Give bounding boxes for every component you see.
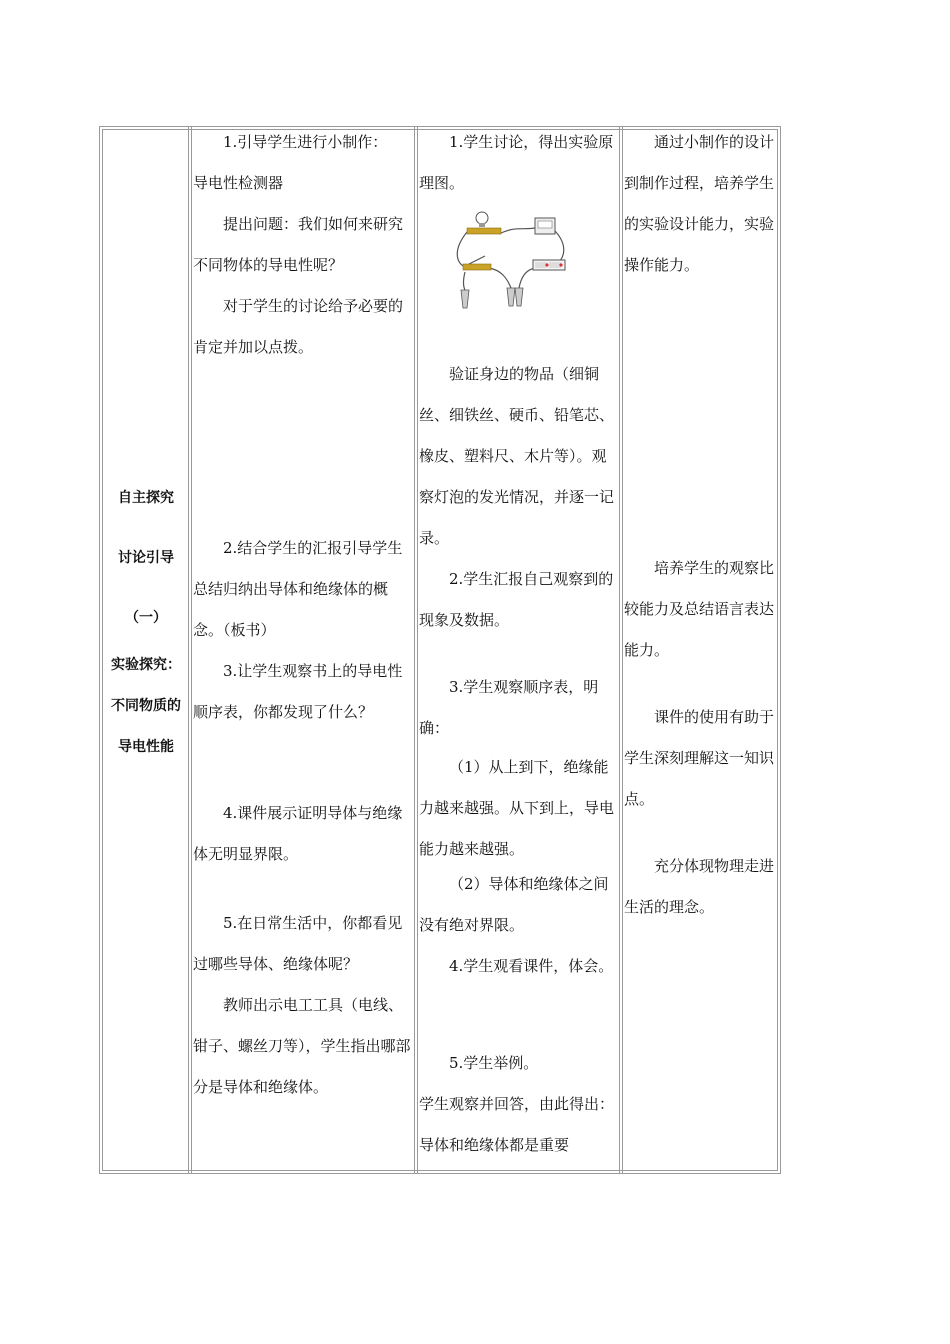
student-text: 学生观察并回答，由此得出：导体和绝缘体都是重要 xyxy=(419,1095,615,1154)
intent-text: 充分体现物理走进生活的理念。 xyxy=(624,857,775,916)
intent-text: 通过小制作的设计到制作过程，培养学生的实验设计能力，实验操作能力。 xyxy=(624,133,775,274)
column-divider xyxy=(622,126,623,1174)
teacher-text: 提出问题：我们如何来研究不同物体的导电性呢？ xyxy=(193,215,404,274)
column-divider xyxy=(191,126,192,1174)
stage-line: 自主探究 xyxy=(118,490,174,506)
teacher-text: 导电性检测器 xyxy=(193,174,284,192)
stage-line: 讨论引导 xyxy=(118,550,174,566)
teacher-column xyxy=(193,122,413,1108)
stage-line: （一） xyxy=(125,610,167,626)
intent-text: 培养学生的观察比较能力及总结语言表达能力。 xyxy=(624,559,775,659)
teacher-text: 4.课件展示证明导体与绝缘体无明显界限。 xyxy=(193,804,403,863)
teacher-text: 5.在日常生活中，你都看见过哪些导体、绝缘体呢？ xyxy=(193,914,403,973)
teacher-text: 2.结合学生的汇报引导学生总结归纳出导体和绝缘体的概念。（板书） xyxy=(193,539,403,639)
intent-column xyxy=(624,122,778,928)
column-divider xyxy=(188,126,189,1174)
stage-line: 导电性能 xyxy=(118,739,174,755)
column-divider xyxy=(414,126,415,1174)
student-text: （1）从上到下，绝缘能力越来越强。从下到上，导电能力越来越强。 xyxy=(419,758,615,858)
column-divider xyxy=(417,126,418,1174)
teacher-text: 教师出示电工工具（电线、钳子、螺丝刀等），学生指出哪部分是导体和绝缘体。 xyxy=(193,996,411,1096)
student-text: 4.学生观看课件，体会。 xyxy=(449,957,614,975)
circuit-diagram-image xyxy=(449,208,569,313)
stage-line: 实验探究： xyxy=(111,657,181,673)
student-text: 验证身边的物品（细铜丝、细铁丝、硬币、铅笔芯、橡皮、塑料尺、木片等）。观察灯泡的发光情况，并逐一记录。 xyxy=(419,365,615,547)
student-text: 1.学生讨论，得出实验原理图。 xyxy=(419,133,614,192)
teacher-text: 对于学生的讨论给予必要的肯定并加以点拨。 xyxy=(193,297,404,356)
intent-text: 课件的使用有助于学生深刻理解这一知识点。 xyxy=(624,708,775,808)
teacher-text: 3.让学生观察书上的导电性顺序表，你都发现了什么？ xyxy=(193,662,403,721)
stage-line: 不同物质的 xyxy=(111,698,181,714)
student-text: 3.学生观察顺序表，明确： xyxy=(419,678,599,737)
student-text: 2.学生汇报自己观察到的现象及数据。 xyxy=(419,570,614,629)
student-text: （2）导体和绝缘体之间没有绝对界限。 xyxy=(419,875,609,934)
stage-column xyxy=(104,478,188,768)
student-text: 5.学生举例。 xyxy=(449,1054,539,1072)
teacher-text: 1.引导学生进行小制作： xyxy=(223,133,388,151)
